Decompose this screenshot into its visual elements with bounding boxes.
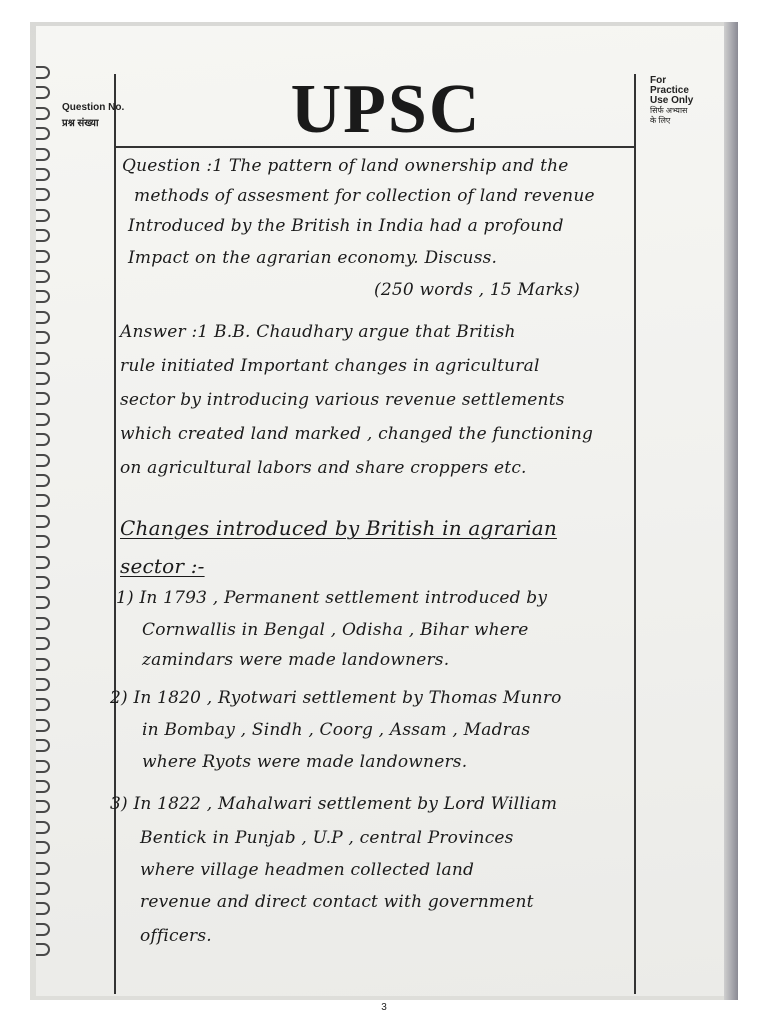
spiral-ring	[36, 760, 50, 773]
spiral-ring	[36, 902, 50, 915]
question-line: Introduced by the British in India had a profound	[128, 216, 564, 236]
point-line: 1) In 1793 , Permanent settlement introduced by	[116, 588, 548, 608]
spiral-ring	[36, 454, 50, 467]
left-margin-line	[114, 74, 116, 994]
spiral-ring	[36, 882, 50, 895]
spiral-ring	[36, 515, 50, 528]
spiral-ring	[36, 250, 50, 263]
section-heading-cont: sector :-	[120, 554, 205, 578]
question-number-label	[62, 100, 124, 132]
spiral-ring	[36, 392, 50, 405]
spiral-ring	[36, 474, 50, 487]
right-margin-line	[634, 74, 636, 994]
spiral-ring	[36, 637, 50, 650]
spiral-ring	[36, 311, 50, 324]
spiral-ring	[36, 66, 50, 79]
question-no-text: Question No.	[62, 102, 125, 113]
spiral-ring	[36, 209, 50, 222]
practice-line-1: For	[650, 75, 667, 86]
point-line: where Ryots were made landowners.	[142, 752, 468, 772]
spiral-ring	[36, 800, 50, 813]
spiral-ring	[36, 535, 50, 548]
spiral-ring	[36, 678, 50, 691]
spiral-ring	[36, 290, 50, 303]
page-edge-shadow	[724, 22, 738, 1000]
question-line: Impact on the agrarian economy. Discuss.	[128, 248, 498, 268]
spiral-ring	[36, 86, 50, 99]
answer-line: which created land marked , changed the functioning	[120, 424, 594, 444]
spiral-ring	[36, 862, 50, 875]
point-line: officers.	[140, 926, 212, 946]
page-number: 3	[381, 1002, 387, 1013]
spiral-ring	[36, 352, 50, 365]
point-line: zamindars were made landowners.	[142, 650, 450, 670]
spiral-ring	[36, 107, 50, 120]
spiral-ring	[36, 576, 50, 589]
spiral-ring	[36, 596, 50, 609]
spiral-ring	[36, 658, 50, 671]
spiral-ring	[36, 923, 50, 936]
point-line: in Bombay , Sindh , Coorg , Assam , Madras	[142, 720, 531, 740]
spiral-ring	[36, 270, 50, 283]
page-title: UPSC	[290, 71, 482, 148]
spiral-ring	[36, 433, 50, 446]
question-marks: (250 words , 15 Marks)	[374, 280, 580, 300]
spiral-ring	[36, 821, 50, 834]
spiral-ring	[36, 698, 50, 711]
practice-line-3: Use Only	[650, 95, 694, 106]
question-line: Question :1 The pattern of land ownership and the	[122, 156, 569, 176]
section-heading: Changes introduced by British in agrarian	[120, 516, 557, 540]
practice-use-label	[650, 76, 710, 126]
spiral-ring	[36, 372, 50, 385]
answer-line: rule initiated Important changes in agricultural	[120, 356, 540, 376]
spiral-ring	[36, 739, 50, 752]
spiral-ring	[36, 494, 50, 507]
practice-hindi-2: के लिए	[650, 116, 671, 125]
answer-line: Answer :1 B.B. Chaudhary argue that British	[120, 322, 516, 342]
practice-hindi-1: सिर्फ अभ्यास	[650, 106, 688, 115]
spiral-ring	[36, 943, 50, 956]
spiral-binding	[36, 66, 50, 966]
point-line: 3) In 1822 , Mahalwari settlement by Lord William	[110, 794, 558, 814]
point-line: where village headmen collected land	[140, 860, 475, 880]
answer-sheet	[36, 26, 726, 996]
practice-line-2: Practice	[650, 85, 689, 96]
point-line: Bentick in Punjab , U.P , central Provinces	[140, 828, 514, 848]
spiral-ring	[36, 841, 50, 854]
spiral-ring	[36, 556, 50, 569]
question-line: methods of assesment for collection of land revenue	[134, 186, 595, 206]
answer-line: sector by introducing various revenue settlements	[120, 390, 565, 410]
spiral-ring	[36, 148, 50, 161]
spiral-ring	[36, 331, 50, 344]
spiral-ring	[36, 413, 50, 426]
point-line: Cornwallis in Bengal , Odisha , Bihar where	[142, 620, 529, 640]
question-no-hindi: प्रश्न संख्या	[62, 118, 99, 129]
spiral-ring	[36, 168, 50, 181]
spiral-ring	[36, 229, 50, 242]
point-line: 2) In 1820 , Ryotwari settlement by Thomas Munro	[110, 688, 562, 708]
answer-line: on agricultural labors and share croppers etc.	[120, 458, 527, 478]
point-line: revenue and direct contact with government	[140, 892, 534, 912]
spiral-ring	[36, 780, 50, 793]
spiral-ring	[36, 188, 50, 201]
spiral-ring	[36, 127, 50, 140]
spiral-ring	[36, 617, 50, 630]
spiral-ring	[36, 719, 50, 732]
notebook-photo	[30, 22, 738, 1000]
